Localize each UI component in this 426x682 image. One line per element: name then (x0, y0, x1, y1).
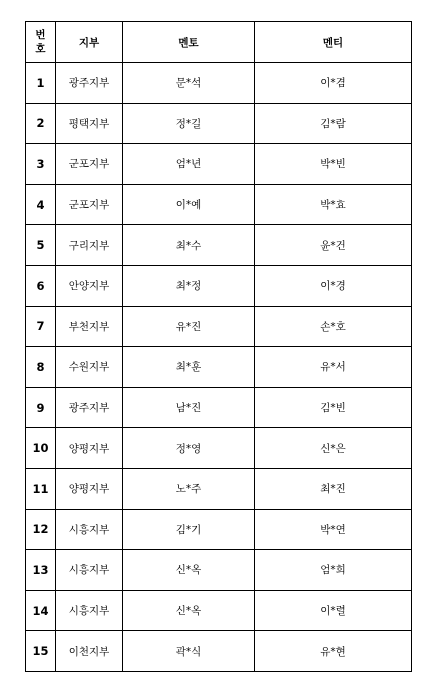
cell-mentee: 이*경 (255, 265, 412, 306)
cell-number: 15 (26, 631, 56, 672)
header-number-line2: 호 (35, 43, 46, 55)
table-row (26, 225, 412, 266)
mentoring-table (25, 21, 412, 672)
cell-mentor: 남*진 (123, 387, 255, 428)
cell-mentor: 이*예 (123, 184, 255, 225)
cell-mentor: 정*영 (123, 428, 255, 469)
cell-mentor: 김*기 (123, 509, 255, 550)
table-row (26, 509, 412, 550)
cell-branch: 이천지부 (56, 631, 123, 672)
cell-number: 10 (26, 428, 56, 469)
cell-branch: 시흥지부 (56, 550, 123, 591)
cell-mentee: 엄*희 (255, 550, 412, 591)
table-row (26, 63, 412, 104)
cell-mentee: 윤*건 (255, 225, 412, 266)
cell-mentee: 신*은 (255, 428, 412, 469)
cell-branch: 군포지부 (56, 144, 123, 185)
cell-mentee: 손*호 (255, 306, 412, 347)
mentoring-sheet (25, 21, 411, 672)
header-row (26, 22, 412, 63)
table-row (26, 347, 412, 388)
cell-mentor: 최*수 (123, 225, 255, 266)
cell-branch: 광주지부 (56, 387, 123, 428)
cell-mentee: 유*서 (255, 347, 412, 388)
cell-branch: 양평지부 (56, 428, 123, 469)
header-mentee: 멘티 (255, 22, 412, 63)
cell-mentor: 신*옥 (123, 590, 255, 631)
header-number (26, 22, 56, 63)
cell-number: 3 (26, 144, 56, 185)
cell-number: 2 (26, 103, 56, 144)
table-row (26, 631, 412, 672)
table-row (26, 144, 412, 185)
table-row (26, 184, 412, 225)
table-header (26, 22, 412, 63)
cell-branch: 시흥지부 (56, 509, 123, 550)
table-row (26, 590, 412, 631)
header-mentor: 멘토 (123, 22, 255, 63)
cell-branch: 양평지부 (56, 468, 123, 509)
table-row (26, 550, 412, 591)
cell-branch: 평택지부 (56, 103, 123, 144)
cell-mentor: 최*훈 (123, 347, 255, 388)
cell-number: 4 (26, 184, 56, 225)
cell-number: 8 (26, 347, 56, 388)
cell-mentor: 신*옥 (123, 550, 255, 591)
cell-mentee: 이*렬 (255, 590, 412, 631)
cell-mentor: 최*정 (123, 265, 255, 306)
table-row (26, 468, 412, 509)
cell-mentor: 유*진 (123, 306, 255, 347)
cell-branch: 구리지부 (56, 225, 123, 266)
cell-mentee: 박*빈 (255, 144, 412, 185)
cell-branch: 부천지부 (56, 306, 123, 347)
cell-number: 14 (26, 590, 56, 631)
table-row (26, 103, 412, 144)
header-number-line1: 번 (35, 29, 46, 41)
table-row (26, 265, 412, 306)
cell-number: 6 (26, 265, 56, 306)
header-branch: 지부 (56, 22, 123, 63)
cell-mentor: 노*주 (123, 468, 255, 509)
cell-mentor: 곽*식 (123, 631, 255, 672)
cell-number: 1 (26, 63, 56, 104)
table-row (26, 428, 412, 469)
cell-mentor: 문*석 (123, 63, 255, 104)
cell-number: 13 (26, 550, 56, 591)
cell-mentee: 박*효 (255, 184, 412, 225)
cell-mentee: 이*겸 (255, 63, 412, 104)
cell-branch: 안양지부 (56, 265, 123, 306)
cell-branch: 수원지부 (56, 347, 123, 388)
cell-mentee: 김*람 (255, 103, 412, 144)
cell-branch: 시흥지부 (56, 590, 123, 631)
cell-number: 5 (26, 225, 56, 266)
table-row (26, 306, 412, 347)
cell-branch: 광주지부 (56, 63, 123, 104)
cell-mentor: 정*길 (123, 103, 255, 144)
cell-number: 12 (26, 509, 56, 550)
cell-branch: 군포지부 (56, 184, 123, 225)
cell-number: 7 (26, 306, 56, 347)
cell-number: 9 (26, 387, 56, 428)
cell-mentee: 최*진 (255, 468, 412, 509)
table-body (26, 63, 412, 672)
cell-mentor: 엄*년 (123, 144, 255, 185)
cell-mentee: 김*빈 (255, 387, 412, 428)
table-row (26, 387, 412, 428)
cell-number: 11 (26, 468, 56, 509)
cell-mentee: 유*현 (255, 631, 412, 672)
cell-mentee: 박*연 (255, 509, 412, 550)
